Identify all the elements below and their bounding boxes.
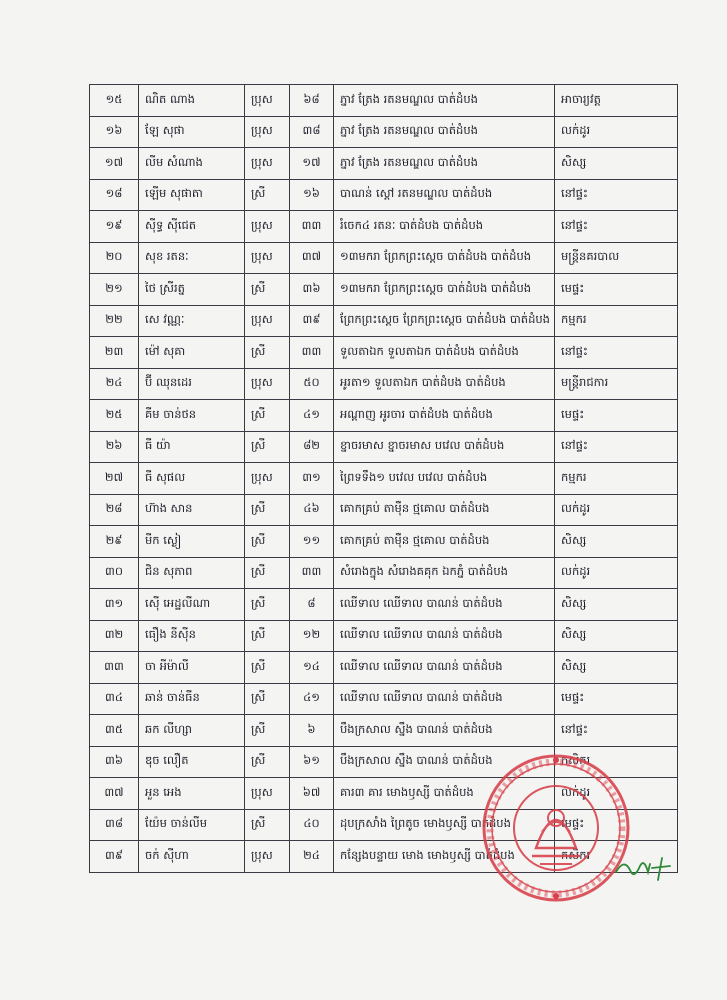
age-cell: ៦ [290, 715, 334, 747]
table-row [90, 778, 678, 810]
row-number-cell: ២៣ [90, 337, 139, 369]
address-cell: គារ៣ គារ មោងឫស្សី បាត់ដំបង [334, 778, 555, 810]
sex-cell: ស្រី [245, 557, 290, 589]
table-row [90, 526, 678, 558]
table-row [90, 116, 678, 148]
table-row [90, 652, 678, 684]
address-cell: ភ្នាវ ត្រែង រតនមណ្ឌល បាត់ដំបង [334, 85, 555, 117]
name-cell: ឆក លីហ្សា [139, 715, 245, 747]
name-cell: ឆាន់ ចាន់ធីន [139, 683, 245, 715]
age-cell: ៨២ [290, 431, 334, 463]
occupation-cell: កសិករ [555, 841, 678, 873]
table-row [90, 557, 678, 589]
occupation-cell: សិស្ស [555, 620, 678, 652]
sex-cell: ស្រី [245, 715, 290, 747]
age-cell: ៨ [290, 589, 334, 621]
row-number-cell: ២១ [90, 274, 139, 306]
sex-cell: ស្រី [245, 337, 290, 369]
name-cell: សេ វណ្ណៈ [139, 305, 245, 337]
row-number-cell: ២៤ [90, 368, 139, 400]
row-number-cell: ១៩ [90, 211, 139, 243]
occupation-cell: សិស្ស [555, 526, 678, 558]
age-cell: ៣៨ [290, 116, 334, 148]
sex-cell: ប្រុស [245, 148, 290, 180]
table-row [90, 715, 678, 747]
sex-cell: ស្រី [245, 400, 290, 432]
sex-cell: ស្រី [245, 683, 290, 715]
occupation-cell: នៅផ្ទះ [555, 431, 678, 463]
name-cell: ជិន សុភាព [139, 557, 245, 589]
occupation-cell: អាចារ្យវត្ត [555, 85, 678, 117]
table-row [90, 809, 678, 841]
roster-table [89, 84, 678, 873]
row-number-cell: ៣៧ [90, 778, 139, 810]
row-number-cell: ២៨ [90, 494, 139, 526]
table-row [90, 242, 678, 274]
address-cell: ខ្នាចរមាស ខ្នាចរមាស បវេល បាត់ដំបង [334, 431, 555, 463]
occupation-cell: លក់ដូរ [555, 778, 678, 810]
name-cell: គីម ចាន់ថន [139, 400, 245, 432]
address-cell: ភ្នាវ ត្រែង រតនមណ្ឌល បាត់ដំបង [334, 116, 555, 148]
name-cell: មីក ស្ងៀ [139, 526, 245, 558]
address-cell: ឈើទាល ឈើទាល បាណន់ បាត់ដំបង [334, 652, 555, 684]
row-number-cell: ២៦ [90, 431, 139, 463]
row-number-cell: ៣០ [90, 557, 139, 589]
occupation-cell: នៅផ្ទះ [555, 337, 678, 369]
occupation-cell: មេផ្ទះ [555, 809, 678, 841]
sex-cell: ប្រុស [245, 242, 290, 274]
address-cell: គោកគ្រប់ តាម៉ឺន ថ្មគោល បាត់ដំបង [334, 526, 555, 558]
address-cell: បាណន់ ស្តៅ រតនមណ្ឌល បាត់ដំបង [334, 179, 555, 211]
occupation-cell: នៅផ្ទះ [555, 179, 678, 211]
table-row [90, 683, 678, 715]
name-cell: ថៃ ស្រីរត្ន [139, 274, 245, 306]
sex-cell: ប្រុស [245, 85, 290, 117]
table-row [90, 494, 678, 526]
address-cell: ១៣មករា ព្រែកព្រះស្តេច បាត់ដំបង បាត់ដំបង [334, 242, 555, 274]
name-cell: ឡែ សុផា [139, 116, 245, 148]
row-number-cell: ៣២ [90, 620, 139, 652]
occupation-cell: មេផ្ទះ [555, 683, 678, 715]
age-cell: ៣៦ [290, 274, 334, 306]
address-cell: រំចេក៤ រតនៈ បាត់ដំបង បាត់ដំបង [334, 211, 555, 243]
age-cell: ១៦ [290, 179, 334, 211]
name-cell: អួន អេង [139, 778, 245, 810]
address-cell: សំរោងក្នុង សំរោងគគុក ឯកភ្នំ បាត់ដំបង [334, 557, 555, 589]
address-cell: ដុបក្រសាំង ព្រៃតូច មោងឫស្សី បាត់ដំបង [334, 809, 555, 841]
name-cell: ធឿង នីស៊ីន [139, 620, 245, 652]
name-cell: ចក់ ស៊ីហា [139, 841, 245, 873]
age-cell: ៣៣ [290, 337, 334, 369]
name-cell: ចា អីម៉ាលី [139, 652, 245, 684]
address-cell: ព្រែកព្រះស្តេច ព្រែកព្រះស្តេច បាត់ដំបង បាត់ដំបង [334, 305, 555, 337]
occupation-cell: សិស្ស [555, 652, 678, 684]
address-cell: បឹងក្រសាល ស្នឹង បាណន់ បាត់ដំបង [334, 746, 555, 778]
age-cell: ៥០ [290, 368, 334, 400]
address-cell: គោកគ្រប់ តាម៉ឺន ថ្មគោល បាត់ដំបង [334, 494, 555, 526]
row-number-cell: ២៥ [90, 400, 139, 432]
sex-cell: ប្រុស [245, 368, 290, 400]
table-row [90, 337, 678, 369]
age-cell: ៤៦ [290, 494, 334, 526]
sex-cell: ស្រី [245, 620, 290, 652]
sex-cell: ប្រុស [245, 841, 290, 873]
name-cell: ឌុច លឿត [139, 746, 245, 778]
occupation-cell: នៅផ្ទះ [555, 211, 678, 243]
sex-cell: ស្រី [245, 274, 290, 306]
row-number-cell: ៣៤ [90, 683, 139, 715]
age-cell: ៦១ [290, 746, 334, 778]
table-row [90, 85, 678, 117]
occupation-cell: មេផ្ទះ [555, 274, 678, 306]
sex-cell: ប្រុស [245, 463, 290, 495]
row-number-cell: ១៧ [90, 148, 139, 180]
age-cell: ៤១ [290, 400, 334, 432]
occupation-cell: សិស្ស [555, 148, 678, 180]
age-cell: ៣៣ [290, 211, 334, 243]
name-cell: ម៉ៅ សុគា [139, 337, 245, 369]
occupation-cell: នៅផ្ទះ [555, 715, 678, 747]
occupation-cell: លក់ដូរ [555, 557, 678, 589]
row-number-cell: ៣១ [90, 589, 139, 621]
table-row [90, 589, 678, 621]
name-cell: ឡើម សុផាតា [139, 179, 245, 211]
name-cell: ធី សុផល [139, 463, 245, 495]
sex-cell: ស្រី [245, 526, 290, 558]
sex-cell: ស្រី [245, 494, 290, 526]
table-row [90, 274, 678, 306]
sex-cell: ប្រុស [245, 305, 290, 337]
age-cell: ៤០ [290, 809, 334, 841]
sex-cell: ស្រី [245, 652, 290, 684]
table-row [90, 620, 678, 652]
sex-cell: ស្រី [245, 431, 290, 463]
name-cell: សុខ រតនៈ [139, 242, 245, 274]
name-cell: ស៊ីទ្ធ ស៊ីជេត [139, 211, 245, 243]
address-cell: ទួលតាឯក ទួលតាឯក បាត់ដំបង បាត់ដំបង [334, 337, 555, 369]
address-cell: កន្សែងបន្ទាយ មោង មោងឫស្សី បាត់ដំបង [334, 841, 555, 873]
row-number-cell: ១៨ [90, 179, 139, 211]
name-cell: ណិត ណាង [139, 85, 245, 117]
name-cell: ធី យ៉ា [139, 431, 245, 463]
sex-cell: ប្រុស [245, 116, 290, 148]
address-cell: ឈើទាល ឈើទាល បាណន់ បាត់ដំបង [334, 589, 555, 621]
age-cell: ១២ [290, 620, 334, 652]
age-cell: ២៤ [290, 841, 334, 873]
row-number-cell: ៣៦ [90, 746, 139, 778]
age-cell: ៤១ [290, 683, 334, 715]
row-number-cell: ២០ [90, 242, 139, 274]
sex-cell: ស្រី [245, 589, 290, 621]
occupation-cell: លក់ដូរ [555, 494, 678, 526]
table-row [90, 305, 678, 337]
sex-cell: ប្រុស [245, 778, 290, 810]
occupation-cell: មន្ត្រីនគរបាល [555, 242, 678, 274]
address-cell: ឈើទាល ឈើទាល បាណន់ បាត់ដំបង [334, 683, 555, 715]
row-number-cell: ១៥ [90, 85, 139, 117]
name-cell: យ៉ែម ចាន់លីម [139, 809, 245, 841]
age-cell: ៣១ [290, 463, 334, 495]
address-cell: ឈើទាល ឈើទាល បាណន់ បាត់ដំបង [334, 620, 555, 652]
address-cell: អូរតា១ ទួលតាឯក បាត់ដំបង បាត់ដំបង [334, 368, 555, 400]
sex-cell: ស្រី [245, 179, 290, 211]
sex-cell: ប្រុស [245, 211, 290, 243]
address-cell: ភ្នាវ ត្រែង រតនមណ្ឌល បាត់ដំបង [334, 148, 555, 180]
table-row [90, 148, 678, 180]
name-cell: ហ៊ាង សាន [139, 494, 245, 526]
row-number-cell: ២៩ [90, 526, 139, 558]
age-cell: ៣៣ [290, 557, 334, 589]
table-row [90, 211, 678, 243]
occupation-cell: មន្ត្រីរាជការ [555, 368, 678, 400]
row-number-cell: ៣៩ [90, 841, 139, 873]
row-number-cell: ២៧ [90, 463, 139, 495]
age-cell: ១១ [290, 526, 334, 558]
occupation-cell: លក់ដូរ [555, 116, 678, 148]
row-number-cell: ៣៨ [90, 809, 139, 841]
age-cell: ៦៧ [290, 778, 334, 810]
name-cell: ស៊ើ អេដ្ឋលីណា [139, 589, 245, 621]
address-cell: អណ្ដាញ អូរចារ បាត់ដំបង បាត់ដំបង [334, 400, 555, 432]
name-cell: ប៊ី ឈុនដេរ [139, 368, 245, 400]
age-cell: ៦៨ [290, 85, 334, 117]
row-number-cell: ៣៥ [90, 715, 139, 747]
occupation-cell: សិស្ស [555, 589, 678, 621]
table-row [90, 746, 678, 778]
address-cell: បឹងក្រសាល ស្នឹង បាណន់ បាត់ដំបង [334, 715, 555, 747]
age-cell: ៣៧ [290, 242, 334, 274]
row-number-cell: ៣៣ [90, 652, 139, 684]
table-row [90, 368, 678, 400]
occupation-cell: មេផ្ទះ [555, 400, 678, 432]
table-row [90, 463, 678, 495]
address-cell: ព្រៃទទឹង១ បវេល បវេល បាត់ដំបង [334, 463, 555, 495]
sex-cell: ស្រី [245, 809, 290, 841]
sex-cell: ស្រី [245, 746, 290, 778]
age-cell: ១៧ [290, 148, 334, 180]
table-row [90, 179, 678, 211]
occupation-cell: កម្មករ [555, 305, 678, 337]
row-number-cell: ១៦ [90, 116, 139, 148]
age-cell: ៣៩ [290, 305, 334, 337]
occupation-cell: កម្មករ [555, 463, 678, 495]
row-number-cell: ២២ [90, 305, 139, 337]
table-row [90, 431, 678, 463]
roster-body [90, 85, 678, 873]
table-row [90, 841, 678, 873]
name-cell: លីម សំណាង [139, 148, 245, 180]
address-cell: ១៣មករា ព្រែកព្រះស្តេច បាត់ដំបង បាត់ដំបង [334, 274, 555, 306]
age-cell: ១៤ [290, 652, 334, 684]
occupation-cell: កសិករ [555, 746, 678, 778]
table-row [90, 400, 678, 432]
